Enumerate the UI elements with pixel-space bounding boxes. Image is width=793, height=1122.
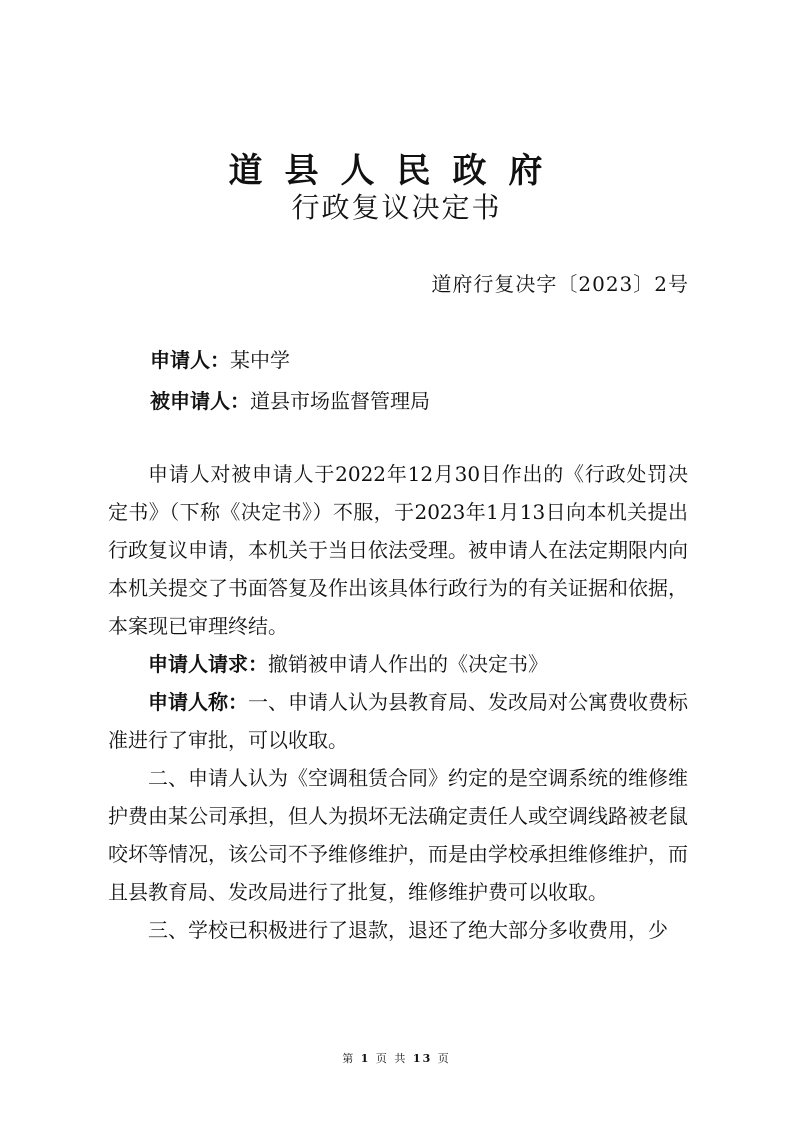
footer-prefix: 第 <box>342 1052 356 1065</box>
document-title: 道县人民政府 <box>228 151 565 191</box>
document-body <box>108 455 688 949</box>
page-number: 1 <box>360 1052 371 1065</box>
paragraph-request <box>108 645 688 683</box>
document-subtitle: 行政复议决定书 <box>291 191 502 224</box>
respondent-line <box>150 385 430 414</box>
paragraph-three: 三、学校已积极进行了退款，退还了绝大部分多收费用，少 <box>148 918 668 942</box>
page-total: 13 <box>412 1052 433 1065</box>
respondent-value: 道县市场监督管理局 <box>250 389 430 413</box>
paragraph-intro: 申请人对被申请人于2022年12月30日作出的《行政处罚决定书》（下称《决定书》）不服，于2023年1月13日向本机关提出行政复议申请，本机关于当日依法受理。被申请人在法定期限内向本机关提交了书面答复及作出该具体行政行为的有关证据和依据，本案现已审理终结。 <box>108 462 688 638</box>
claim-label: 申请人称： <box>148 690 248 714</box>
request-label: 申请人请求： <box>148 652 268 676</box>
paragraph-two: 二、申请人认为《空调租赁合同》约定的是空调系统的维修维护费由某公司承担，但人为损坏无法确定责任人或空调线路被老鼠咬坏等情况，该公司不予维修维护，而是由学校承担维修维护，而且县教育局、发改局进行了批复，维修维护费可以收取。 <box>108 766 688 904</box>
applicant-line <box>150 344 290 373</box>
footer-middle: 页 共 <box>375 1052 408 1065</box>
claim-text: 一、申请人认为县教育局、发改局对公寓费收费标准进行了审批，可以收取。 <box>108 690 688 752</box>
page-footer <box>0 1050 793 1066</box>
footer-suffix: 页 <box>437 1052 451 1065</box>
request-text: 撤销被申请人作出的《决定书》 <box>268 652 548 676</box>
document-number: 道府行复决字〔2023〕2号 <box>431 272 689 296</box>
applicant-value: 某中学 <box>230 348 290 372</box>
paragraph-claim <box>108 683 688 759</box>
respondent-label: 被申请人： <box>150 389 250 413</box>
applicant-label: 申请人： <box>150 348 230 372</box>
